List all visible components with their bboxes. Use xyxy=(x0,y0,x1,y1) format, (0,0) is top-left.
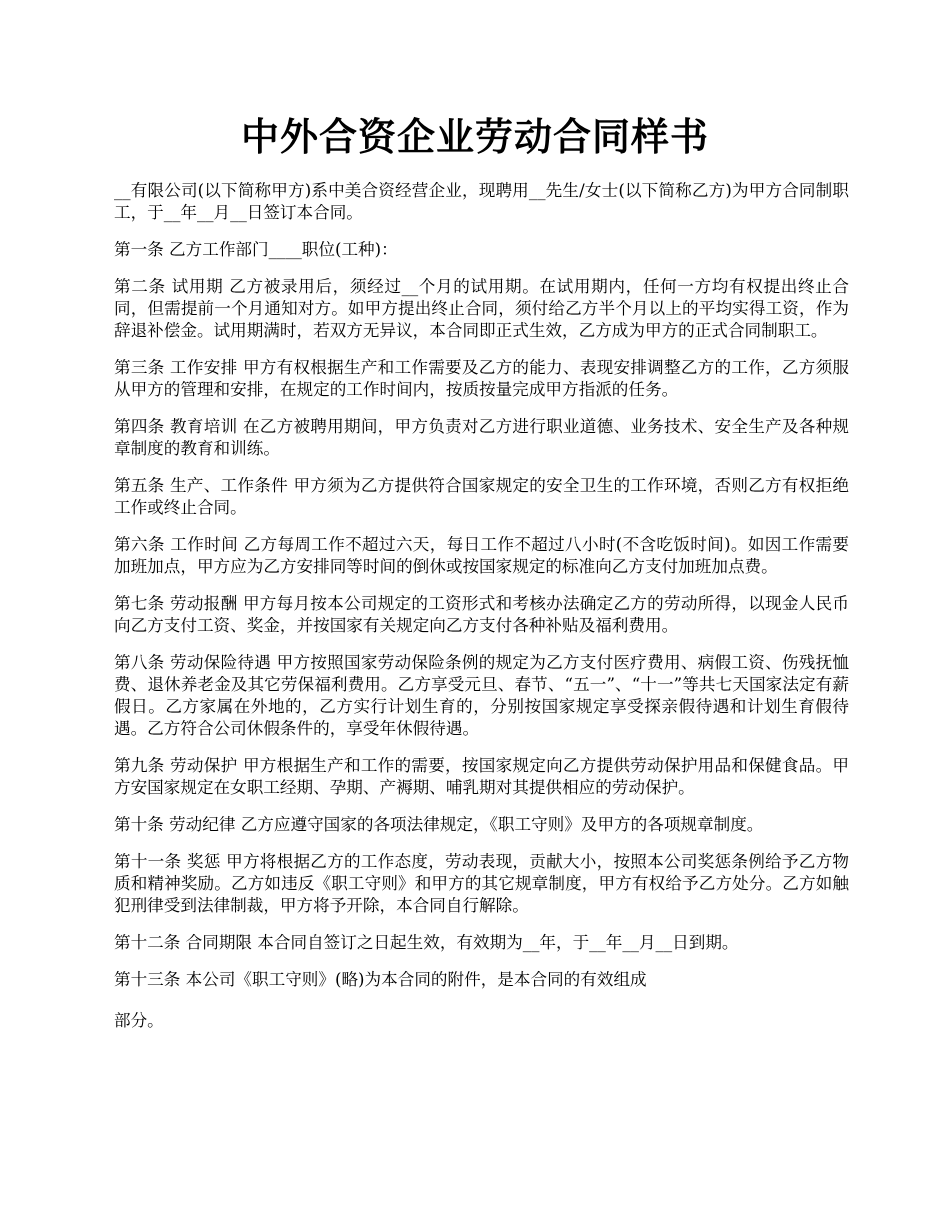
article-10-paragraph: 第十条 劳动纪律 乙方应遵守国家的各项法律规定，《职工守则》及甲方的各项规章制度。 xyxy=(114,815,764,834)
article-6-paragraph: 第六条 工作时间 乙方每周工作不超过六天，每日工作不超过八小时(不含吃饭时间)。如因工作需要加班加点，甲方应为乙方安排同等时间的倒休或按国家规定的标准向乙方支付加班加点费。 xyxy=(114,535,849,576)
article-9-paragraph: 第九条 劳动保护 甲方根据生产和工作的需要，按国家规定向乙方提供劳动保护用品和保健食品。甲方安国家规定在女职工经期、孕期、产褥期、哺乳期对其提供相应的劳动保护。 xyxy=(114,756,849,797)
article-13-paragraph: 第十三条 本公司《职工守则》(略)为本合同的附件，是本合同的有效组成 xyxy=(114,970,647,989)
article-11-paragraph: 第十一条 奖惩 甲方将根据乙方的工作态度，劳动表现，贡献大小，按照本公司奖惩条例给予乙方物质和精神奖励。乙方如违反《职工守则》和甲方的其它规章制度，甲方有权给予乙方处分。乙方如触犯刑律受到法律制裁，甲方将予开除，本合同自行解除。 xyxy=(114,852,849,915)
document-body xyxy=(114,180,849,1047)
document-title: 中外合资企业劳动合同样书 xyxy=(240,114,709,159)
article-1-paragraph: 第一条 乙方工作部门____职位(工种)： xyxy=(114,240,398,259)
article-5-paragraph: 第五条 生产、工作条件 甲方须为乙方提供符合国家规定的安全卫生的工作环境，否则乙方有权拒绝工作或终止合同。 xyxy=(114,476,849,517)
article-13-continuation: 部分。 xyxy=(114,1011,164,1030)
article-12-paragraph: 第十二条 合同期限 本合同自签订之日起生效，有效期为__年，于__年__月__日到期。 xyxy=(114,933,739,952)
article-3-paragraph: 第三条 工作安排 甲方有权根据生产和工作需要及乙方的能力、表现安排调整乙方的工作，乙方须服从甲方的管理和安排，在规定的工作时间内，按质按量完成甲方指派的任务。 xyxy=(114,358,849,399)
article-4-paragraph: 第四条 教育培训 在乙方被聘用期间，甲方负责对乙方进行职业道德、业务技术、安全生产及各种规章制度的教育和训练。 xyxy=(114,417,849,458)
article-7-paragraph: 第七条 劳动报酬 甲方每月按本公司规定的工资形式和考核办法确定乙方的劳动所得，以现金人民币向乙方支付工资、奖金，并按国家有关规定向乙方支付各种补贴及福利费用。 xyxy=(114,594,849,635)
article-8-paragraph: 第八条 劳动保险待遇 甲方按照国家劳动保险条例的规定为乙方支付医疗费用、病假工资、伤残抚恤费、退休养老金及其它劳保福利费用。乙方享受元旦、春节、“五一”、“十一”等共七天国家法定有薪假日。乙方家属在外地的，乙方实行计划生育的，分别按国家规定享受探亲假待遇和计划生育假待遇。乙方符合公司休假条件的，享受年休假待遇。 xyxy=(114,653,849,738)
article-2-paragraph: 第二条 试用期 乙方被录用后，须经过__个月的试用期。在试用期内，任何一方均有权提出终止合同，但需提前一个月通知对方。如甲方提出终止合同，须付给乙方半个月以上的平均实得工资，作为辞退补偿金。试用期满时，若双方无异议，本合同即正式生效，乙方成为甲方的正式合同制职工。 xyxy=(114,277,849,340)
intro-paragraph: __有限公司(以下简称甲方)系中美合资经营企业，现聘用__先生/女士(以下简称乙方)为甲方合同制职工，于__年__月__日签订本合同。 xyxy=(114,181,849,222)
